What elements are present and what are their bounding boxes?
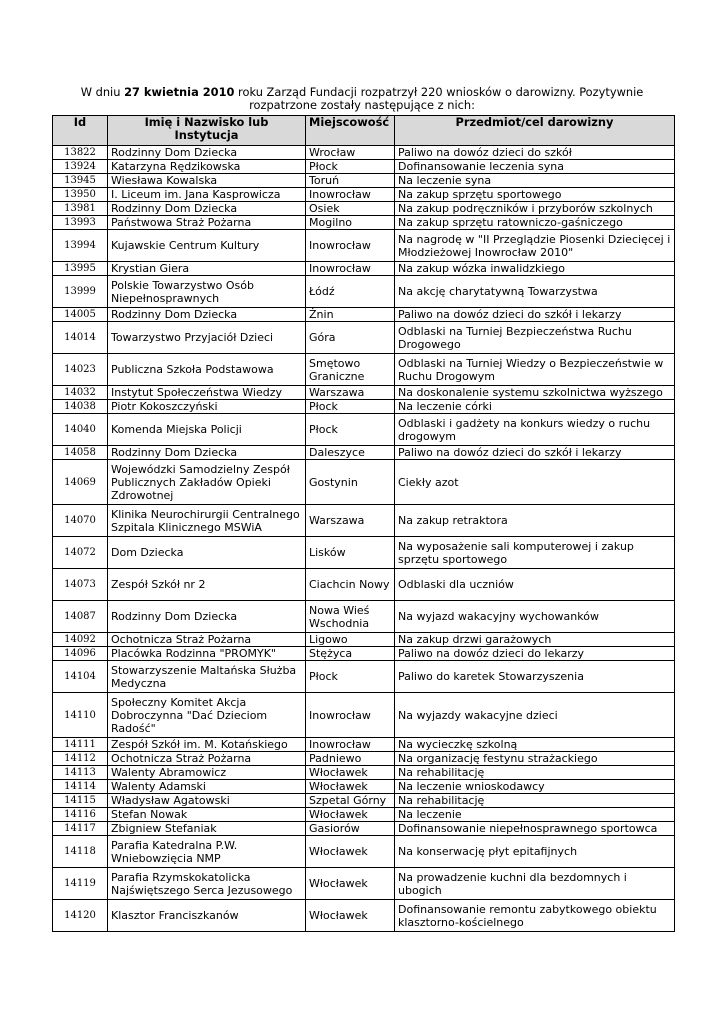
- cell-city: Gasiorów: [306, 822, 395, 836]
- cell-city: Gostynin: [306, 460, 395, 505]
- cell-city: Lisków: [306, 537, 395, 569]
- cell-city: Warszawa: [306, 505, 395, 537]
- cell-id: 14032: [53, 386, 108, 400]
- cell-city: Włocławek: [306, 766, 395, 780]
- cell-name: I. Liceum im. Jana Kasprowicza: [108, 188, 306, 202]
- table-row: [53, 836, 675, 868]
- cell-id: 14118: [53, 836, 108, 868]
- cell-purpose: Na rehabilitację: [395, 794, 675, 808]
- cell-city: Łódź: [306, 276, 395, 308]
- table-row: [53, 601, 675, 633]
- cell-purpose: Na zakup wózka inwalidzkiego: [395, 262, 675, 276]
- table-row: [53, 822, 675, 836]
- cell-purpose: Paliwo na dowóz dzieci do szkół i lekarzy: [395, 446, 675, 460]
- cell-city: Wrocław: [306, 146, 395, 160]
- cell-purpose: Na rehabilitację: [395, 766, 675, 780]
- table-row: [53, 460, 675, 505]
- cell-purpose: Na zakup sprzętu ratowniczo-gaśniczego: [395, 216, 675, 230]
- cell-id: 14005: [53, 308, 108, 322]
- cell-id: 14096: [53, 647, 108, 661]
- table-row: [53, 322, 675, 354]
- table-row: [53, 738, 675, 752]
- cell-id: 14113: [53, 766, 108, 780]
- cell-purpose: Na leczenie córki: [395, 400, 675, 414]
- cell-city: Ligowo: [306, 633, 395, 647]
- table-row: [53, 808, 675, 822]
- table-row: [53, 308, 675, 322]
- cell-name: Kujawskie Centrum Kultury: [108, 230, 306, 262]
- cell-name: Komenda Miejska Policji: [108, 414, 306, 446]
- cell-id: 14038: [53, 400, 108, 414]
- cell-city: Mogilno: [306, 216, 395, 230]
- cell-id: 14117: [53, 822, 108, 836]
- cell-name: Rodzinny Dom Dziecka: [108, 601, 306, 633]
- cell-name: Rodzinny Dom Dziecka: [108, 146, 306, 160]
- table-row: [53, 766, 675, 780]
- cell-purpose: Odblaski dla uczniów: [395, 569, 675, 601]
- cell-id: 13950: [53, 188, 108, 202]
- table-row: [53, 633, 675, 647]
- cell-city: Warszawa: [306, 386, 395, 400]
- cell-name: Wiesława Kowalska: [108, 174, 306, 188]
- cell-purpose: Na zakup podręczników i przyborów szkolnych: [395, 202, 675, 216]
- cell-name: Władysław Agatowski: [108, 794, 306, 808]
- cell-purpose: Na zakup drzwi garażowych: [395, 633, 675, 647]
- table-row: [53, 569, 675, 601]
- cell-purpose: Paliwo na dowóz dzieci do lekarzy: [395, 647, 675, 661]
- cell-city: Włocławek: [306, 836, 395, 868]
- table-row: [53, 537, 675, 569]
- cell-name: Ochotnicza Straż Pożarna: [108, 752, 306, 766]
- cell-purpose: Na wyjazd wakacyjny wychowanków: [395, 601, 675, 633]
- cell-purpose: Paliwo do karetek Stowarzyszenia: [395, 661, 675, 693]
- table-row: [53, 900, 675, 932]
- cell-purpose: Na wyjazdy wakacyjne dzieci: [395, 693, 675, 738]
- cell-purpose: Dofinansowanie niepełnosprawnego sportowca: [395, 822, 675, 836]
- table-row: [53, 262, 675, 276]
- header-city: Miejscowość: [306, 116, 395, 146]
- cell-id: 14115: [53, 794, 108, 808]
- cell-city: Płock: [306, 414, 395, 446]
- cell-name: Rodzinny Dom Dziecka: [108, 446, 306, 460]
- cell-purpose: Dofinansowanie leczenia syna: [395, 160, 675, 174]
- intro-paragraph: [52, 86, 672, 112]
- cell-city: Płock: [306, 661, 395, 693]
- cell-city: Płock: [306, 400, 395, 414]
- table-row: [53, 414, 675, 446]
- table-row: [53, 794, 675, 808]
- cell-purpose: Na leczenie wnioskodawcy: [395, 780, 675, 794]
- cell-name: Walenty Adamski: [108, 780, 306, 794]
- table-row: [53, 386, 675, 400]
- cell-id: 14058: [53, 446, 108, 460]
- cell-purpose: Odblaski na Turniej Bezpieczeństwa Ruchu Drogowego: [395, 322, 675, 354]
- cell-city: Inowrocław: [306, 188, 395, 202]
- cell-name: Zbigniew Stefaniak: [108, 822, 306, 836]
- cell-purpose: Odblaski na Turniej Wiedzy o Bezpieczeństwie w Ruchu Drogowym: [395, 354, 675, 386]
- cell-name: Piotr Kokoszczyński: [108, 400, 306, 414]
- cell-id: 13995: [53, 262, 108, 276]
- cell-id: 13822: [53, 146, 108, 160]
- table-row: [53, 276, 675, 308]
- table-row: [53, 230, 675, 262]
- cell-name: Państwowa Straż Pożarna: [108, 216, 306, 230]
- cell-name: Polskie Towarzystwo Osób Niepełnosprawnych: [108, 276, 306, 308]
- cell-id: 14110: [53, 693, 108, 738]
- cell-name: Społeczny Komitet Akcja Dobroczynna "Dać Dzieciom Radość": [108, 693, 306, 738]
- cell-name: Stowarzyszenie Maltańska Służba Medyczna: [108, 661, 306, 693]
- cell-purpose: Na wycieczkę szkolną: [395, 738, 675, 752]
- cell-purpose: Odblaski i gadżety na konkurs wiedzy o ruchu drogowym: [395, 414, 675, 446]
- cell-id: 14114: [53, 780, 108, 794]
- cell-city: Inowrocław: [306, 262, 395, 276]
- cell-purpose: Paliwo na dowóz dzieci do szkół i lekarzy: [395, 308, 675, 322]
- table-row: [53, 647, 675, 661]
- cell-city: Płock: [306, 160, 395, 174]
- cell-name: Instytut Społeczeństwa Wiedzy: [108, 386, 306, 400]
- cell-id: 14112: [53, 752, 108, 766]
- cell-id: 13924: [53, 160, 108, 174]
- cell-purpose: Na zakup retraktora: [395, 505, 675, 537]
- header-name: Imię i Nazwisko lub Instytucja: [108, 116, 306, 146]
- cell-purpose: Na prowadzenie kuchni dla bezdomnych i ubogich: [395, 868, 675, 900]
- cell-id: 14120: [53, 900, 108, 932]
- table-header-row: [53, 116, 675, 146]
- cell-id: 13994: [53, 230, 108, 262]
- cell-name: Stefan Nowak: [108, 808, 306, 822]
- cell-name: Katarzyna Rędzikowska: [108, 160, 306, 174]
- intro-date: 27 kwietnia 2010: [124, 85, 235, 99]
- table-row: [53, 752, 675, 766]
- cell-city: Smętowo Graniczne: [306, 354, 395, 386]
- cell-name: Zespół Szkół nr 2: [108, 569, 306, 601]
- cell-id: 14072: [53, 537, 108, 569]
- cell-name: Dom Dziecka: [108, 537, 306, 569]
- cell-id: 14119: [53, 868, 108, 900]
- cell-purpose: Na zakup sprzętu sportowego: [395, 188, 675, 202]
- cell-id: 14014: [53, 322, 108, 354]
- table-row: [53, 693, 675, 738]
- cell-city: Osiek: [306, 202, 395, 216]
- header-id: Id: [53, 116, 108, 146]
- cell-city: Góra: [306, 322, 395, 354]
- cell-city: Padniewo: [306, 752, 395, 766]
- cell-purpose: Paliwo na dowóz dzieci do szkół: [395, 146, 675, 160]
- table-row: [53, 188, 675, 202]
- intro-suffix: roku Zarząd Fundacji rozpatrzył 220 wniosków o darowizny. Pozytywnie rozpatrzone zostały następujące z nich:: [234, 85, 644, 112]
- cell-id: 13981: [53, 202, 108, 216]
- cell-purpose: Dofinansowanie remontu zabytkowego obiektu klasztorno-kościelnego: [395, 900, 675, 932]
- donations-table: [52, 115, 675, 932]
- cell-city: Inowrocław: [306, 693, 395, 738]
- cell-name: Zespół Szkół im. M. Kotańskiego: [108, 738, 306, 752]
- cell-purpose: Na leczenie: [395, 808, 675, 822]
- cell-name: Walenty Abramowicz: [108, 766, 306, 780]
- cell-id: 14070: [53, 505, 108, 537]
- table-row: [53, 174, 675, 188]
- cell-purpose: Na akcję charytatywną Towarzystwa: [395, 276, 675, 308]
- table-row: [53, 868, 675, 900]
- cell-purpose: Na nagrodę w "II Przeglądzie Piosenki Dziecięcej i Młodzieżowej Inowrocław 2010": [395, 230, 675, 262]
- cell-id: 13993: [53, 216, 108, 230]
- cell-name: Klasztor Franciszkanów: [108, 900, 306, 932]
- cell-id: 14116: [53, 808, 108, 822]
- cell-name: Ochotnicza Straż Pożarna: [108, 633, 306, 647]
- table-row: [53, 160, 675, 174]
- cell-name: Parafia Katedralna P.W. Wniebowzięcia NMP: [108, 836, 306, 868]
- cell-city: Stężyca: [306, 647, 395, 661]
- cell-purpose: Na doskonalenie systemu szkolnictwa wyższego: [395, 386, 675, 400]
- cell-name: Rodzinny Dom Dziecka: [108, 202, 306, 216]
- cell-id: 13945: [53, 174, 108, 188]
- cell-purpose: Na organizację festynu strażackiego: [395, 752, 675, 766]
- cell-id: 14087: [53, 601, 108, 633]
- cell-city: Inowrocław: [306, 738, 395, 752]
- cell-id: 14092: [53, 633, 108, 647]
- cell-name: Placówka Rodzinna "PROMYK": [108, 647, 306, 661]
- cell-id: 14111: [53, 738, 108, 752]
- cell-city: Włocławek: [306, 808, 395, 822]
- table-row: [53, 780, 675, 794]
- table-row: [53, 505, 675, 537]
- cell-name: Krystian Giera: [108, 262, 306, 276]
- cell-city: Nowa Wieś Wschodnia: [306, 601, 395, 633]
- cell-purpose: Ciekły azot: [395, 460, 675, 505]
- table-row: [53, 146, 675, 160]
- table-body: [53, 146, 675, 932]
- cell-purpose: Na leczenie syna: [395, 174, 675, 188]
- cell-id: 13999: [53, 276, 108, 308]
- table-row: [53, 202, 675, 216]
- cell-purpose: Na konserwację płyt epitafijnych: [395, 836, 675, 868]
- cell-name: Rodzinny Dom Dziecka: [108, 308, 306, 322]
- cell-name: Klinika Neurochirurgii Centralnego Szpitala Klinicznego MSWiA: [108, 505, 306, 537]
- cell-city: Toruń: [306, 174, 395, 188]
- table-row: [53, 661, 675, 693]
- intro-prefix: W dniu: [80, 85, 125, 99]
- cell-id: 14069: [53, 460, 108, 505]
- cell-id: 14073: [53, 569, 108, 601]
- cell-name: Parafia Rzymskokatolicka Najświętszego Serca Jezusowego: [108, 868, 306, 900]
- cell-city: Włocławek: [306, 868, 395, 900]
- cell-name: Publiczna Szkoła Podstawowa: [108, 354, 306, 386]
- cell-id: 14023: [53, 354, 108, 386]
- cell-id: 14040: [53, 414, 108, 446]
- table-row: [53, 400, 675, 414]
- cell-name: Towarzystwo Przyjaciół Dzieci: [108, 322, 306, 354]
- cell-city: Inowrocław: [306, 230, 395, 262]
- table-row: [53, 354, 675, 386]
- table-row: [53, 216, 675, 230]
- cell-name: Wojewódzki Samodzielny Zespół Publicznych Zakładów Opieki Zdrowotnej: [108, 460, 306, 505]
- cell-city: Włocławek: [306, 900, 395, 932]
- cell-city: Żnin: [306, 308, 395, 322]
- table-row: [53, 446, 675, 460]
- cell-id: 14104: [53, 661, 108, 693]
- cell-city: Ciachcin Nowy: [306, 569, 395, 601]
- cell-city: Włocławek: [306, 780, 395, 794]
- header-purpose: Przedmiot/cel darowizny: [395, 116, 675, 146]
- cell-purpose: Na wyposażenie sali komputerowej i zakup sprzętu sportowego: [395, 537, 675, 569]
- cell-city: Daleszyce: [306, 446, 395, 460]
- cell-city: Szpetal Górny: [306, 794, 395, 808]
